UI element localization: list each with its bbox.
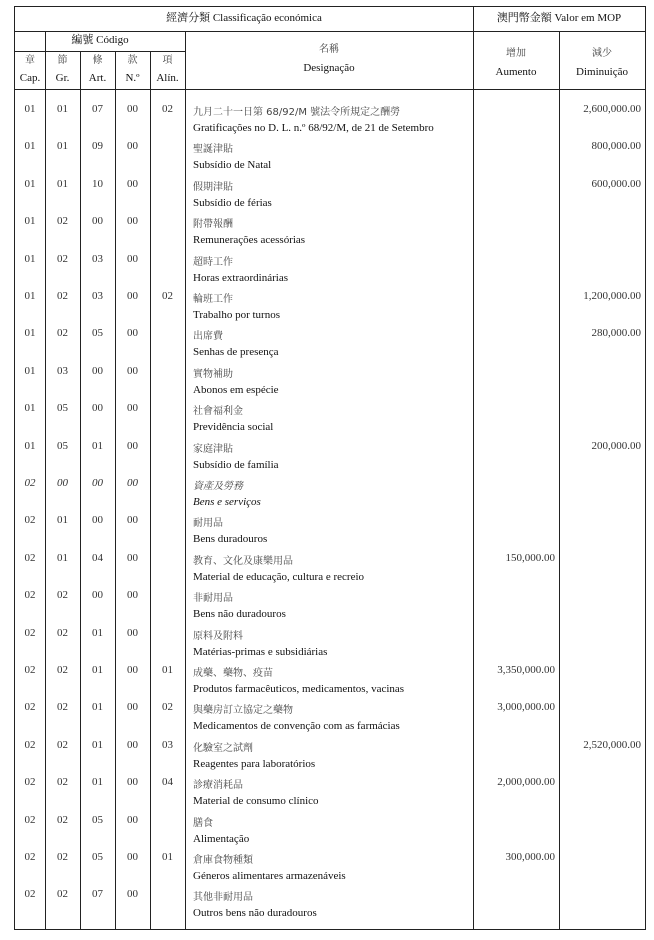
code-cell: 02 (24, 813, 36, 826)
code-cell: 02 (162, 103, 173, 115)
code-cell: 02 (57, 813, 68, 826)
table-row (15, 325, 647, 362)
designation-pt: Subsídio de família (193, 458, 279, 471)
code-cell: 01 (24, 290, 36, 302)
code-col-header-pt: Cap. (19, 72, 41, 84)
designation-pt: Bens não duradouros (193, 608, 286, 621)
code-cell: 00 (127, 177, 138, 190)
code-cell: 00 (127, 776, 138, 789)
code-col-header-pt: Gr. (55, 72, 70, 84)
code-cell: 02 (24, 851, 36, 863)
designation-zh: 聖誕津貼 (193, 144, 233, 156)
code-cell: 03 (162, 738, 173, 751)
code-cell: 02 (24, 776, 36, 789)
designation-zh: 非耐用品 (193, 593, 233, 605)
table-row (15, 774, 647, 811)
code-cell: 01 (24, 140, 36, 153)
code-cell: 05 (92, 851, 103, 863)
code-cell: 04 (92, 551, 103, 564)
decrease-header-zh: 減少 (592, 48, 612, 59)
code-cell: 05 (57, 439, 68, 452)
code-cell: 00 (127, 402, 138, 415)
table-row (15, 288, 647, 325)
code-cell: 01 (24, 177, 36, 190)
code-cell: 07 (92, 103, 103, 115)
code-cell: 01 (24, 103, 36, 115)
designation-pt: Medicamentos de convenção com as farmácias (193, 720, 400, 733)
increase-amount: 3,000,000.00 (497, 701, 555, 714)
code-cell: 01 (92, 738, 103, 751)
designation-pt: Bens duradouros (193, 533, 268, 546)
table-row (15, 512, 647, 549)
code-cell: 00 (127, 589, 138, 602)
value-header: 澳門幣金額 Valor em MOP (496, 12, 622, 24)
designation-header-zh: 名稱 (319, 44, 339, 55)
code-cell: 02 (57, 626, 68, 639)
code-cell: 00 (127, 290, 138, 302)
designation-pt: Material de educação, cultura e recreio (193, 570, 365, 583)
designation-zh: 膳食 (193, 817, 213, 829)
designation-pt: Alimentação (193, 832, 250, 845)
code-col-header-pt: Alín. (156, 72, 179, 84)
increase-header-zh: 增加 (506, 48, 526, 59)
code-cell: 01 (24, 252, 36, 265)
code-cell: 00 (127, 664, 138, 676)
code-cell: 02 (57, 701, 68, 714)
code-cell: 09 (92, 140, 103, 153)
code-cell: 02 (57, 888, 68, 901)
designation-pt: Géneros alimentares armazenáveis (193, 870, 346, 882)
designation-zh: 成藥、藥物、疫苗 (193, 668, 273, 679)
increase-amount: 3,350,000.00 (497, 664, 555, 676)
decrease-amount: 280,000.00 (591, 327, 641, 340)
code-cell: 00 (127, 364, 138, 377)
code-cell: 07 (92, 888, 103, 901)
code-cell: 00 (127, 140, 138, 153)
code-cell: 00 (92, 364, 103, 377)
code-cell: 02 (57, 215, 68, 228)
designation-zh: 教育、文化及康樂用品 (193, 555, 293, 567)
code-cell: 01 (92, 701, 103, 714)
table-row (15, 587, 647, 624)
designation-pt: Material de consumo clínico (193, 795, 319, 808)
code-cell: 00 (127, 215, 138, 228)
table-row (15, 438, 647, 475)
code-cell: 00 (57, 477, 68, 489)
code-cell: 00 (127, 701, 138, 714)
designation-zh: 輪班工作 (193, 294, 233, 305)
table-row (15, 625, 647, 662)
designation-zh: 耐用品 (193, 518, 223, 530)
code-cell: 05 (57, 402, 68, 415)
code-col-header-zh: 節 (57, 55, 68, 66)
classification-header: 經濟分類 Classificação económica (166, 12, 322, 24)
code-col-header-zh: 款 (127, 55, 138, 66)
code-cell: 01 (92, 626, 103, 639)
designation-header-pt: Designação (303, 62, 355, 74)
designation-zh: 假期津貼 (193, 181, 233, 193)
code-cell: 01 (162, 664, 173, 676)
code-cell: 02 (57, 290, 68, 302)
table-row (15, 475, 647, 512)
designation-pt: Trabalho por turnos (193, 309, 280, 321)
code-cell: 02 (57, 252, 68, 265)
code-cell: 01 (92, 439, 103, 452)
designation-zh: 資產及勞務 (193, 481, 243, 492)
code-cell: 00 (127, 738, 138, 751)
designation-zh: 超時工作 (193, 256, 233, 268)
code-cell: 10 (92, 177, 103, 190)
table-row (15, 101, 647, 138)
code-cell: 02 (57, 776, 68, 789)
code-cell: 02 (24, 738, 36, 751)
code-col-header-zh: 項 (162, 55, 173, 66)
table-row (15, 363, 647, 400)
code-cell: 01 (24, 439, 36, 452)
designation-zh: 附帶報酬 (193, 219, 233, 231)
designation-pt: Bens e serviços (193, 496, 261, 508)
table-row (15, 737, 647, 774)
table-row (15, 138, 647, 175)
code-cell: 02 (24, 477, 36, 489)
table-row (15, 662, 647, 699)
designation-pt: Subsídio de Natal (193, 159, 272, 172)
code-cell: 00 (127, 103, 138, 115)
code-cell: 00 (127, 626, 138, 639)
code-cell: 00 (92, 215, 103, 228)
decrease-amount: 200,000.00 (591, 439, 641, 452)
code-cell: 00 (92, 514, 103, 527)
designation-pt: Reagentes para laboratórios (193, 757, 316, 770)
designation-zh: 九月二十一日第 68/92/M 號法令所規定之酬勞 (193, 107, 401, 118)
designation-pt: Previdência social (193, 421, 274, 434)
code-cell: 01 (92, 664, 103, 676)
decrease-amount: 2,600,000.00 (583, 103, 641, 115)
code-cell: 03 (92, 252, 103, 265)
code-cell: 02 (24, 888, 36, 901)
table-row (15, 213, 647, 250)
designation-zh: 化驗室之試劑 (193, 742, 253, 754)
increase-amount: 2,000,000.00 (497, 776, 555, 789)
designation-pt: Horas extraordinárias (193, 271, 288, 284)
code-cell: 03 (57, 364, 68, 377)
code-cell: 02 (162, 290, 173, 302)
designation-pt: Subsídio de férias (193, 196, 272, 209)
code-cell: 02 (24, 551, 36, 564)
code-cell: 00 (127, 477, 138, 489)
code-cell: 02 (57, 851, 68, 863)
code-cell: 00 (92, 477, 103, 489)
code-cell: 00 (127, 851, 138, 863)
code-cell: 01 (24, 364, 36, 377)
designation-zh: 實物補助 (193, 368, 233, 380)
code-cell: 00 (127, 327, 138, 340)
code-cell: 01 (92, 776, 103, 789)
code-cell: 01 (57, 514, 68, 527)
code-cell: 02 (24, 701, 36, 714)
code-cell: 01 (162, 851, 173, 863)
designation-zh: 家庭津貼 (193, 443, 233, 455)
designation-pt: Outros bens não duradouros (193, 907, 317, 920)
designation-pt: Gratificações no D. L. n.º 68/92/M, de 21 de Setembro (193, 122, 434, 134)
table-row (15, 849, 647, 886)
table-row (15, 251, 647, 288)
decrease-amount: 800,000.00 (591, 140, 641, 153)
code-cell: 02 (24, 514, 36, 527)
budget-table (14, 6, 646, 930)
designation-zh: 社會福利金 (193, 406, 243, 418)
code-col-header-pt: Art. (88, 72, 107, 84)
table-row (15, 176, 647, 213)
designation-pt: Abonos em espécie (193, 383, 279, 396)
designation-zh: 出席費 (193, 331, 223, 343)
code-cell: 00 (92, 589, 103, 602)
increase-amount: 150,000.00 (505, 551, 555, 564)
code-cell: 01 (24, 215, 36, 228)
code-cell: 02 (57, 664, 68, 676)
code-cell: 00 (127, 551, 138, 564)
code-cell: 00 (127, 252, 138, 265)
table-row (15, 812, 647, 849)
code-cell: 02 (57, 738, 68, 751)
table-row (15, 699, 647, 736)
designation-zh: 診療消耗品 (193, 780, 243, 792)
code-cell: 00 (92, 402, 103, 415)
code-col-header-zh: 條 (92, 55, 103, 66)
code-cell: 02 (24, 589, 36, 602)
code-cell: 01 (57, 103, 68, 115)
code-cell: 02 (57, 589, 68, 602)
code-cell: 00 (127, 888, 138, 901)
code-cell: 01 (24, 402, 36, 415)
decrease-amount: 1,200,000.00 (583, 290, 641, 302)
code-cell: 00 (127, 439, 138, 452)
code-cell: 02 (162, 701, 173, 714)
code-cell: 01 (57, 177, 68, 190)
designation-pt: Remunerações acessórias (193, 234, 306, 247)
code-cell: 01 (24, 327, 36, 340)
code-cell: 02 (24, 626, 36, 639)
code-header: 編號 Código (71, 34, 129, 46)
designation-zh: 原料及附料 (193, 630, 243, 642)
table-row (15, 550, 647, 587)
increase-header-pt: Aumento (495, 66, 537, 78)
code-cell: 00 (127, 514, 138, 527)
table-row (15, 400, 647, 437)
code-col-header-pt: N.º (125, 72, 140, 84)
code-cell: 02 (24, 664, 36, 676)
designation-zh: 倉庫食物種類 (193, 855, 253, 866)
bottom-rule (14, 929, 646, 930)
code-cell: 01 (57, 551, 68, 564)
table-row (15, 886, 647, 923)
code-cell: 01 (57, 140, 68, 153)
designation-pt: Produtos farmacêuticos, medicamentos, vacinas (193, 683, 405, 695)
designation-pt: Matérias-primas e subsidiárias (193, 645, 328, 658)
code-cell: 02 (57, 327, 68, 340)
code-cell: 00 (127, 813, 138, 826)
code-cell: 04 (162, 776, 173, 789)
designation-pt: Senhas de presença (193, 346, 279, 359)
decrease-amount: 600,000.00 (591, 177, 641, 190)
increase-amount: 300,000.00 (505, 851, 555, 863)
code-col-header-zh: 章 (25, 55, 35, 66)
code-cell: 05 (92, 813, 103, 826)
decrease-header-pt: Diminuição (576, 66, 628, 78)
decrease-amount: 2,520,000.00 (583, 738, 641, 751)
code-cell: 03 (92, 290, 103, 302)
code-cell: 05 (92, 327, 103, 340)
designation-zh: 其他非耐用品 (193, 892, 253, 904)
designation-zh: 與藥房訂立協定之藥物 (193, 705, 293, 717)
